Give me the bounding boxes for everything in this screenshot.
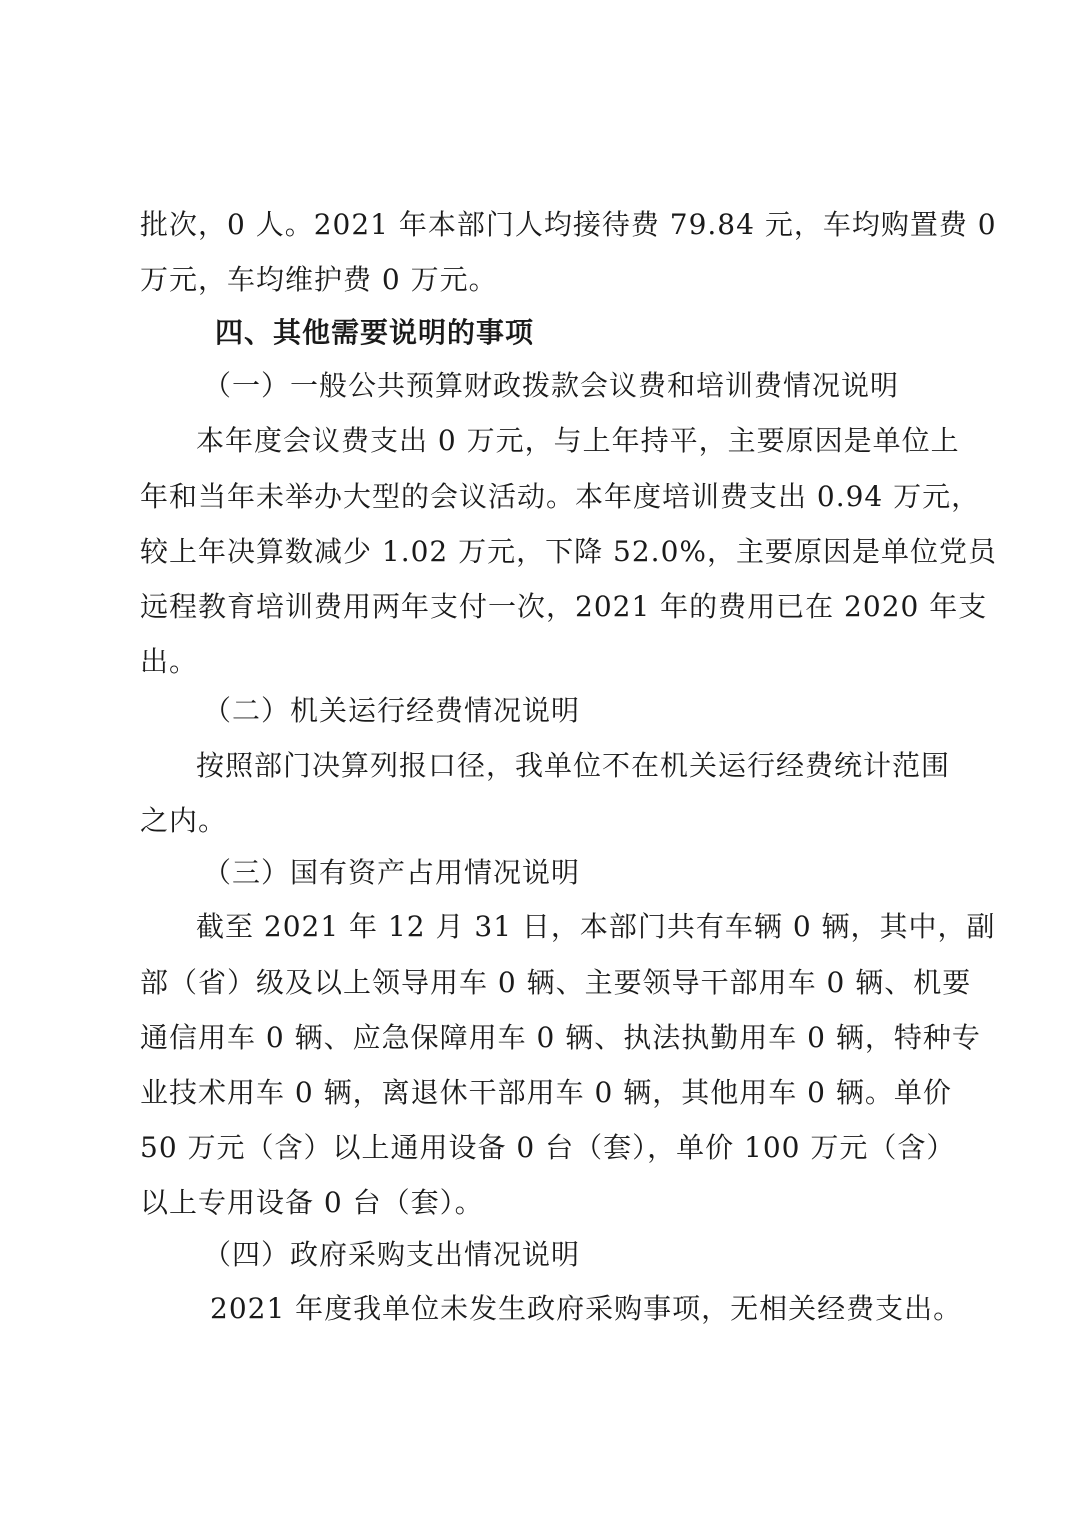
section-heading: 四、其他需要说明的事项 <box>215 316 535 349</box>
paragraph-line: 2021 年度我单位未发生政府采购事项，无相关经费支出。 <box>210 1292 963 1325</box>
carryover-line-2: 万元，车均维护费 0 万元。 <box>140 263 498 296</box>
paragraph-line: 按照部门决算列报口径，我单位不在机关运行经费统计范围 <box>196 749 951 782</box>
paragraph-line: 50 万元（含）以上通用设备 0 台（套），单价 100 万元（含） <box>140 1131 956 1164</box>
paragraph-line: 出。 <box>140 645 199 678</box>
paragraph-line: 年和当年未举办大型的会议活动。本年度培训费支出 0.94 万元， <box>140 480 981 513</box>
paragraph-line: 之内。 <box>140 804 228 837</box>
paragraph-line: 截至 2021 年 12 月 31 日，本部门共有车辆 0 辆，其中，副 <box>196 910 996 943</box>
subsection-heading-3: （三）国有资产占用情况说明 <box>203 856 581 889</box>
subsection-heading-1: （一）一般公共预算财政拨款会议费和培训费情况说明 <box>203 369 900 402</box>
paragraph-line: 业技术用车 0 辆，离退休干部用车 0 辆，其他用车 0 辆。单价 <box>140 1076 952 1109</box>
subsection-heading-4: （四）政府采购支出情况说明 <box>203 1238 581 1271</box>
paragraph-line: 本年度会议费支出 0 万元，与上年持平，主要原因是单位上 <box>196 424 960 457</box>
subsection-heading-2: （二）机关运行经费情况说明 <box>203 694 581 727</box>
paragraph-line: 以上专用设备 0 台（套）。 <box>140 1186 484 1219</box>
paragraph-line: 部（省）级及以上领导用车 0 辆、主要领导干部用车 0 辆、机要 <box>140 966 972 999</box>
paragraph-line: 通信用车 0 辆、应急保障用车 0 辆、执法执勤用车 0 辆，特种专 <box>140 1021 981 1054</box>
carryover-line-1: 批次，0 人。2021 年本部门人均接待费 79.84 元，车均购置费 0 <box>140 208 997 241</box>
paragraph-line: 远程教育培训费用两年支付一次，2021 年的费用已在 2020 年支 <box>140 590 988 623</box>
paragraph-line: 较上年决算数减少 1.02 万元，下降 52.0%，主要原因是单位党员 <box>140 535 997 568</box>
